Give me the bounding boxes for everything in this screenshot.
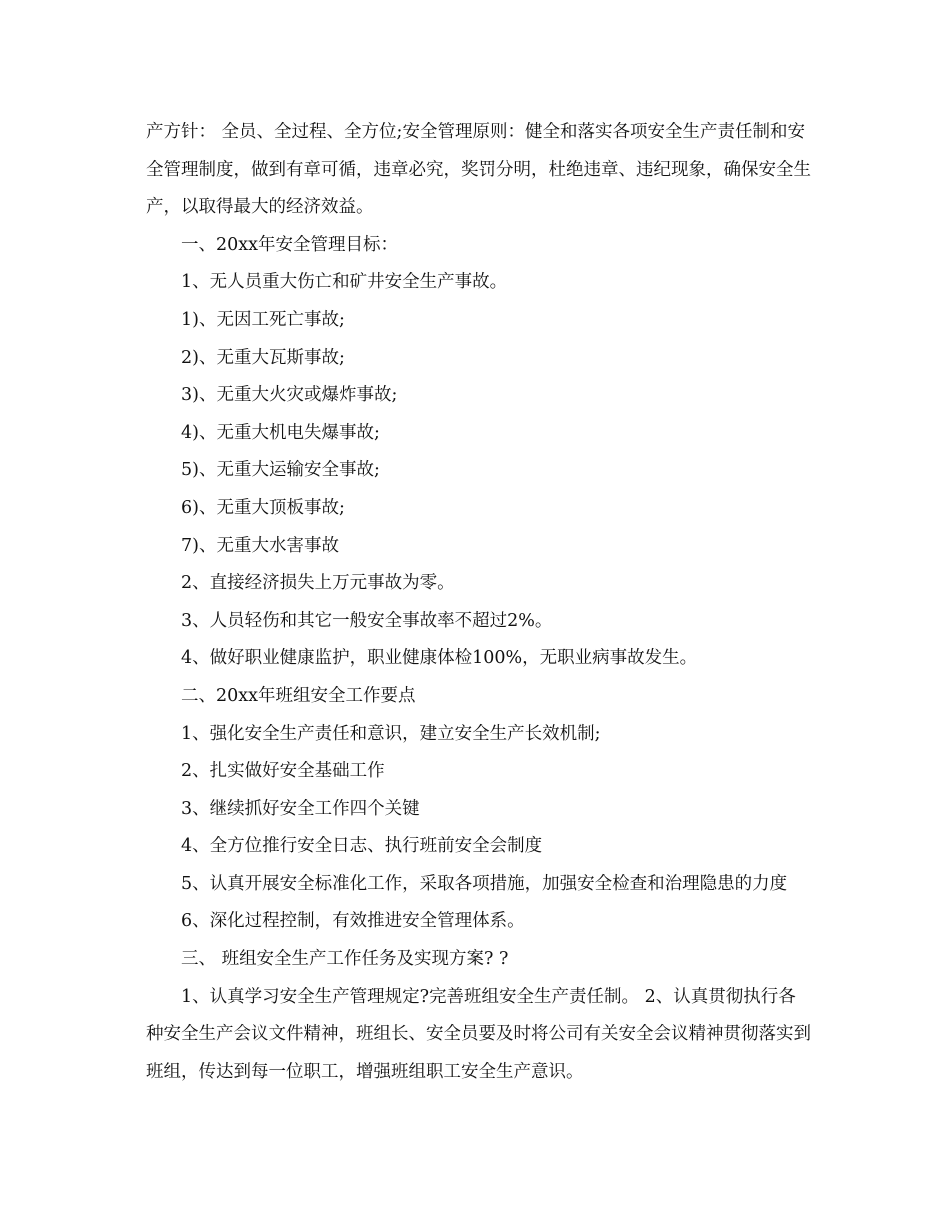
paragraph-policy: 产方针： 全员、全过程、全方位;安全管理原则：健全和落实各项安全生产责任制和安全管理制度，做到有章可循，违章必究，奖罚分明，杜绝违章、违纪现象，确保安全生产，以取得最大的经济效益。 (146, 122, 811, 218)
list-item: 6)、无重大顶板事故; (181, 497, 345, 518)
list-item: 3、继续抓好安全工作四个关键 (181, 798, 420, 819)
list-item: 1、认真学习安全生产管理规定?完善班组安全生产责任制。 2、认真贯彻执行各种安全生产会议文件精神，班组长、安全员要及时将公司有关安全会议精神贯彻落实到班组，传达到每一位职工，增强班组职工安全生产意识。 (146, 986, 811, 1082)
list-item: 4、做好职业健康监护，职业健康体检100%，无职业病事故发生。 (181, 648, 698, 669)
list-item: 1)、无因工死亡事故; (181, 309, 345, 330)
list-item: 2)、无重大瓦斯事故; (181, 347, 345, 368)
list-item: 2、扎实做好安全基础工作 (181, 761, 385, 782)
list-item: 1、强化安全生产责任和意识，建立安全生产长效机制; (181, 723, 601, 744)
list-item: 4、全方位推行安全日志、执行班前安全会制度 (181, 836, 543, 857)
list-item: 4)、无重大机电失爆事故; (181, 422, 380, 443)
list-item: 7)、无重大水害事故 (181, 535, 339, 556)
list-item: 5)、无重大运输安全事故; (181, 460, 380, 481)
heading-section-1: 一、20xx年安全管理目标： (181, 234, 399, 255)
list-item: 1、无人员重大伤亡和矿井安全生产事故。 (181, 272, 508, 293)
list-item: 6、深化过程控制，有效推进安全管理体系。 (181, 911, 525, 932)
list-item: 3)、无重大火灾或爆炸事故; (181, 385, 398, 406)
heading-section-3: 三、 班组安全生产工作任务及实现方案? ? (181, 949, 509, 970)
document-body (146, 114, 812, 1091)
list-item: 2、直接经济损失上万元事故为零。 (181, 573, 455, 594)
list-item: 3、人员轻伤和其它一般安全事故率不超过2%。 (181, 610, 553, 631)
list-item: 5、认真开展安全标准化工作，采取各项措施，加强安全检查和治理隐患的力度 (181, 873, 788, 894)
heading-section-2: 二、20xx年班组安全工作要点 (181, 685, 416, 706)
